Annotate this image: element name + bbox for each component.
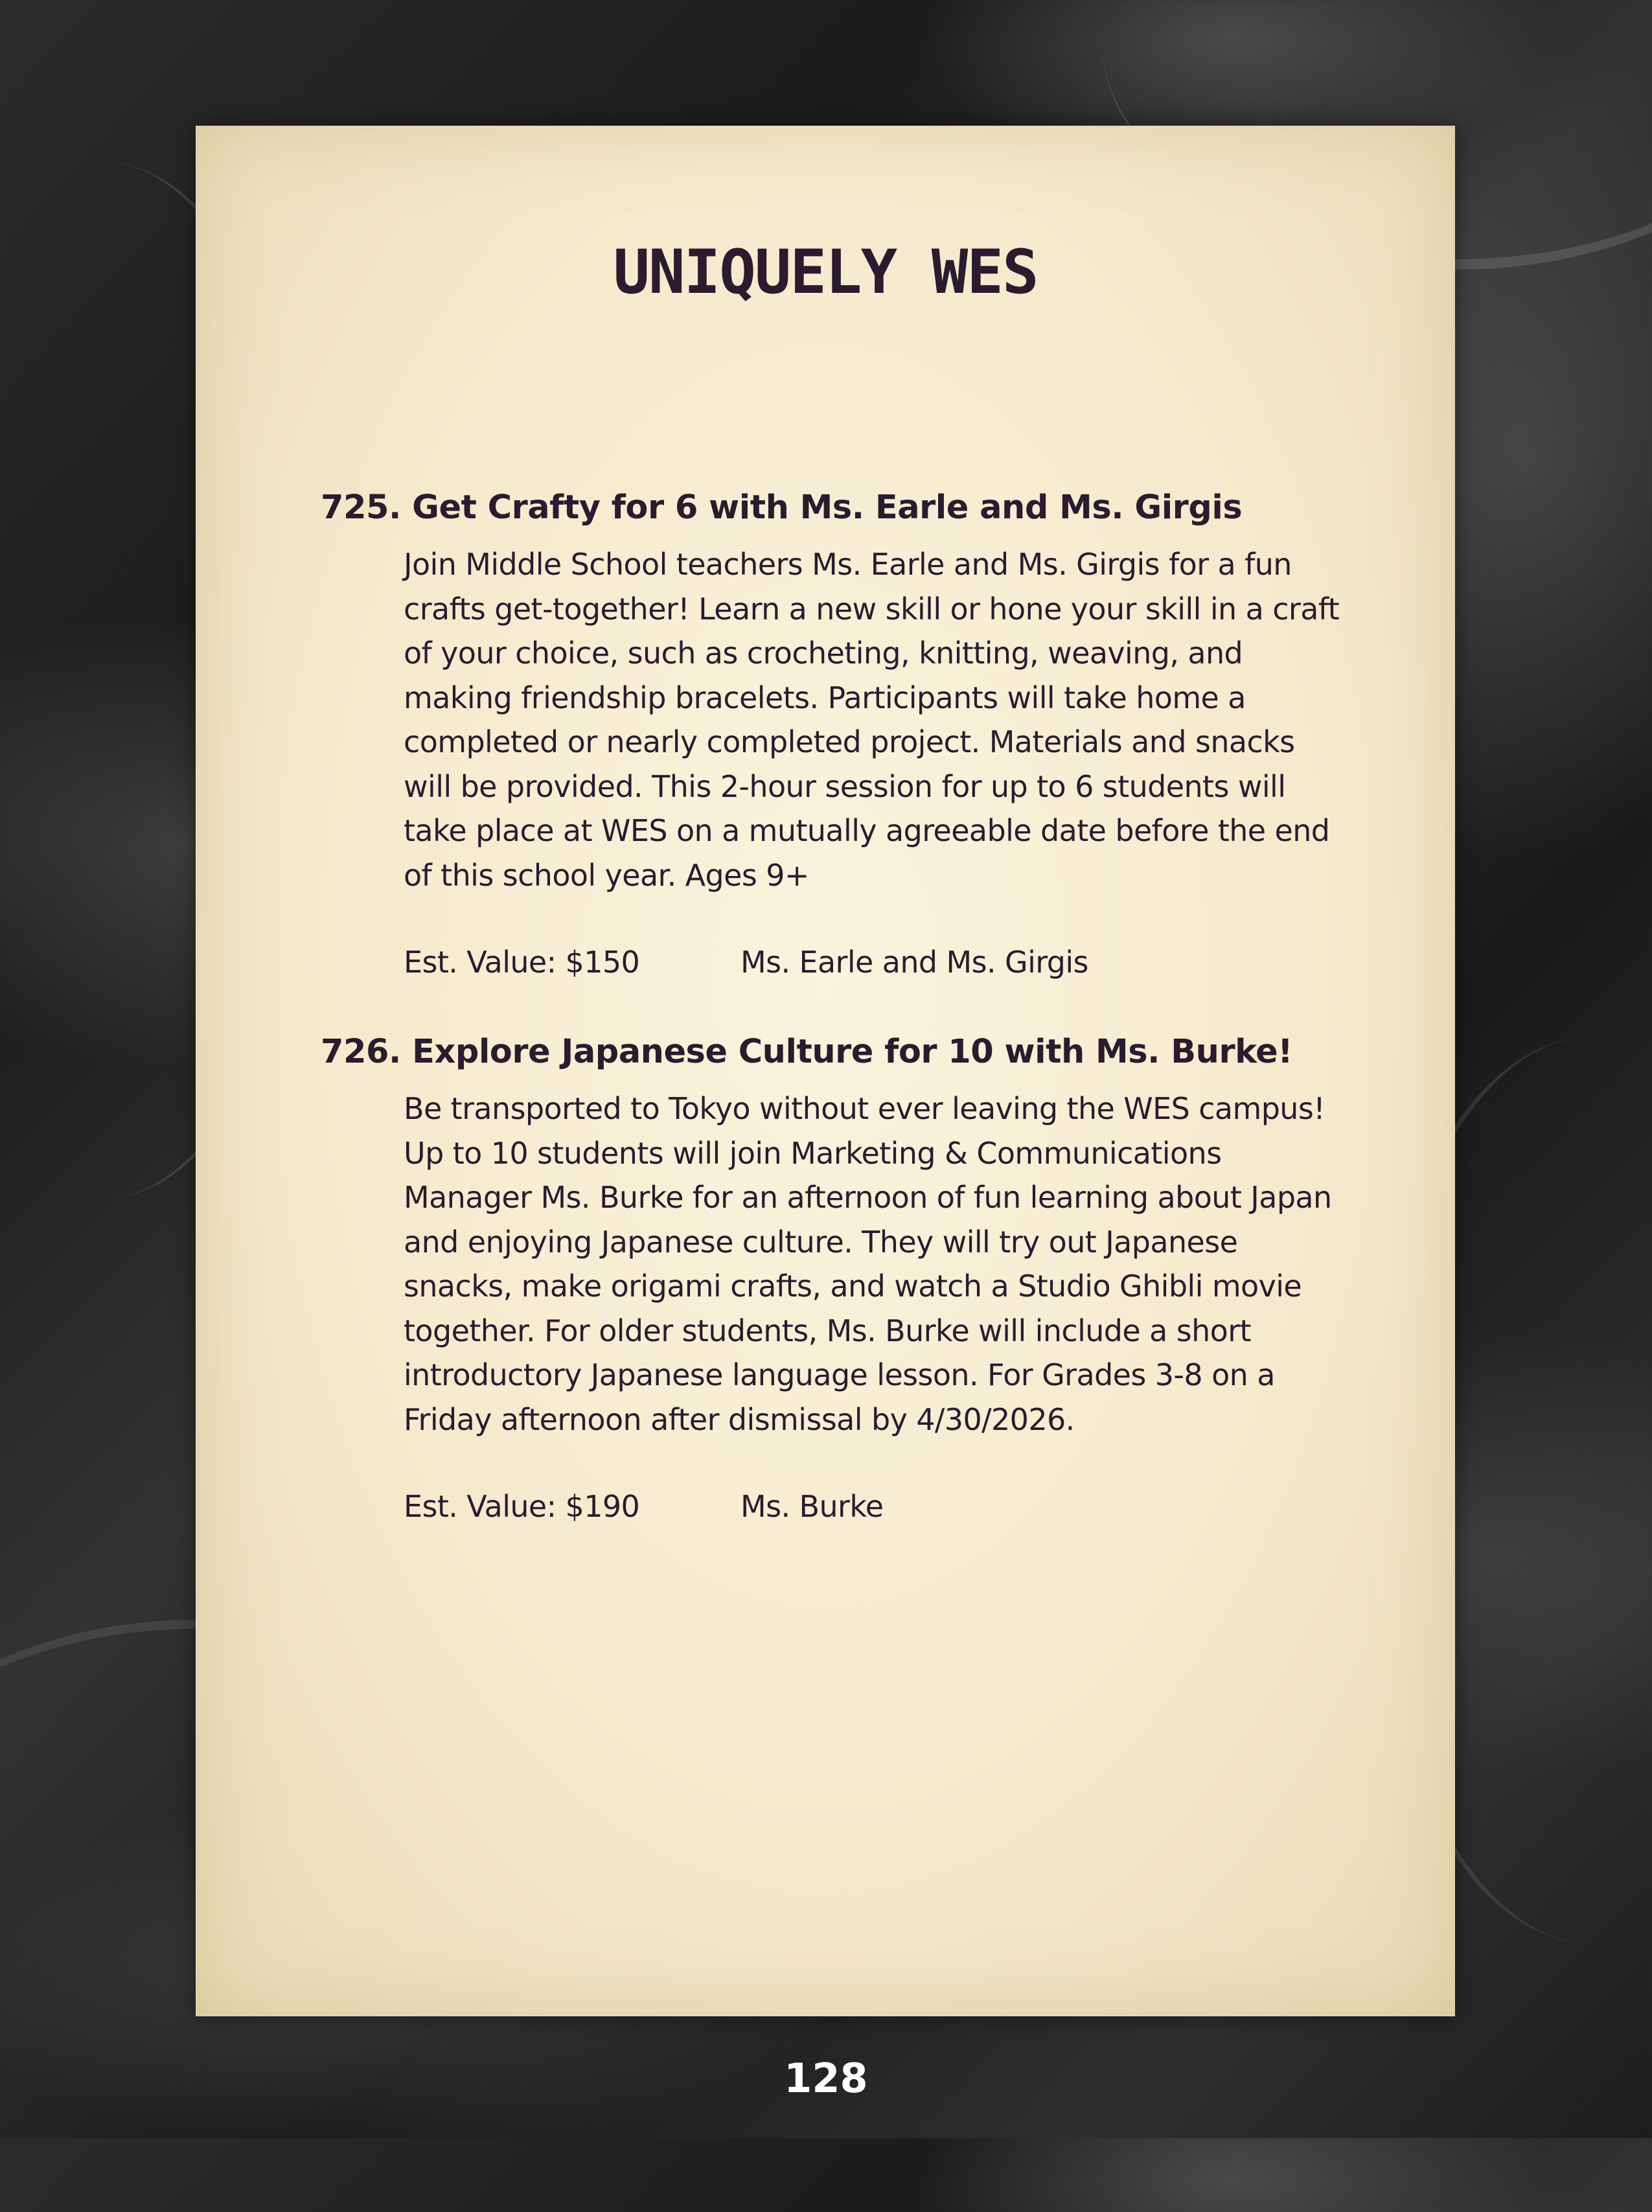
page-title: UNIQUELY WES bbox=[613, 237, 1038, 308]
auction-item bbox=[321, 485, 1383, 985]
item-meta bbox=[404, 939, 1383, 985]
item-estimated-value: Est. Value: $150 bbox=[404, 945, 640, 980]
paper-sheet bbox=[196, 126, 1455, 2016]
auction-item bbox=[321, 1030, 1383, 1529]
item-description: Be transported to Tokyo without ever leaving the WES campus! Up to 10 students will join Marketing & Communications Manager Ms. Burke for an afternoon of fun learning about Japan and enjoying Japanese culture. They will try out Japanese snacks, make origami crafts, and watch a Studio Ghibli movie together. For older students, Ms. Burke will include a short introductory Japanese language lesson. For Grades 3-8 on a Friday afternoon after dismissal by 4/30/2026. bbox=[404, 1091, 1332, 1437]
item-heading: 725. Get Crafty for 6 with Ms. Earle and Ms. Girgis bbox=[321, 489, 1243, 527]
item-description: Join Middle School teachers Ms. Earle and Ms. Girgis for a fun crafts get-together! Learn a new skill or hone your skill in a craft of your choice, such as crocheting, knitting, weaving, and making friendship bracelets. Participants will take home a completed or nearly completed project. Materials and snacks will be provided. This 2-hour session for up to 6 students will take place at WES on a mutually agreeable date before the end of this school year. Ages 9+ bbox=[404, 547, 1340, 893]
page-number: 128 bbox=[784, 2055, 868, 2102]
item-meta bbox=[404, 1484, 1383, 1529]
item-donor: Ms. Earle and Ms. Girgis bbox=[740, 945, 1088, 980]
item-heading: 726. Explore Japanese Culture for 10 with Ms. Burke! bbox=[321, 1033, 1293, 1071]
item-estimated-value: Est. Value: $190 bbox=[404, 1489, 640, 1524]
item-donor: Ms. Burke bbox=[740, 1489, 884, 1524]
